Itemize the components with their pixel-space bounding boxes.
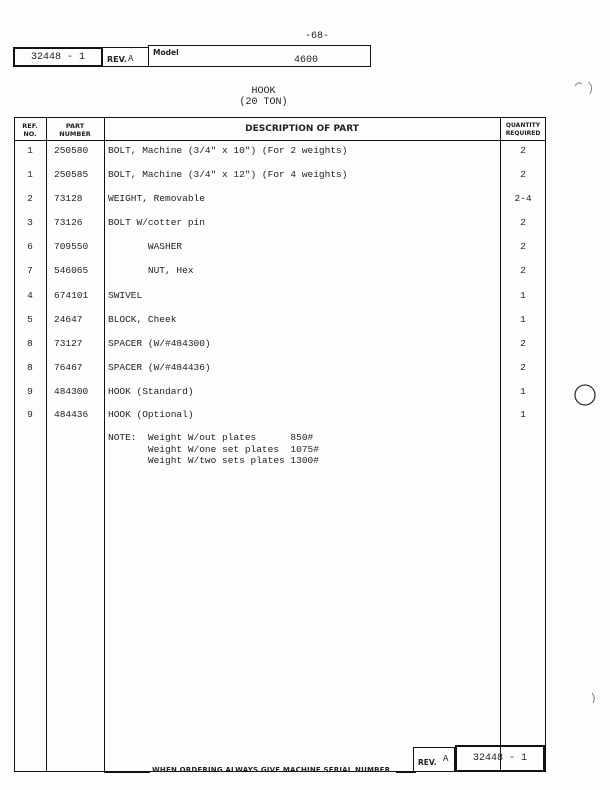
quantity: 2 [520, 241, 526, 252]
part-number: 73126 [54, 217, 83, 228]
quantity: 2 [520, 362, 526, 373]
quantity: 2 [520, 169, 526, 180]
table-row [14, 338, 546, 352]
header-rev-value: A [128, 54, 134, 64]
part-header-line1: PART [65, 122, 85, 130]
column-divider [500, 117, 501, 772]
ref-number: 1 [27, 169, 33, 180]
part-description: BOLT W/cotter pin [108, 217, 205, 228]
part-number: 250580 [54, 145, 89, 156]
part-description: HOOK (Standard) [108, 386, 194, 397]
ref-number: 6 [27, 241, 33, 252]
part-description: HOOK (Optional) [108, 409, 194, 420]
ref-header-line1: REF. [22, 122, 38, 130]
footer-rule [396, 772, 416, 773]
part-number: 73127 [54, 338, 83, 349]
ref-number: 9 [27, 409, 33, 420]
column-header-description: DESCRIPTION OF PART [245, 124, 359, 134]
ref-header-line2: NO. [23, 130, 37, 138]
part-number: 76467 [54, 362, 83, 373]
quantity: 2 [520, 217, 526, 228]
scan-mark-icon [588, 690, 600, 706]
header-model-value: 4600 [294, 55, 319, 66]
quantity: 1 [520, 290, 526, 301]
part-number: 674101 [54, 290, 89, 301]
part-description: NUT, Hex [108, 265, 194, 276]
table-row [14, 241, 546, 255]
part-number: 546065 [54, 265, 89, 276]
part-number: 709550 [54, 241, 89, 252]
part-description: SPACER (W/#484300) [108, 338, 211, 349]
page-title: HOOK [251, 86, 276, 97]
quantity: 1 [520, 314, 526, 325]
table-row [14, 193, 546, 207]
ref-number: 1 [27, 145, 33, 156]
part-description: WASHER [108, 241, 183, 252]
ref-number: 2 [27, 193, 33, 204]
column-header-quantity [500, 122, 546, 138]
scan-mark-icon [570, 78, 600, 100]
table-row [14, 386, 546, 400]
part-description: SWIVEL [108, 290, 143, 301]
column-header-part [46, 122, 104, 138]
weight-note: NOTE: Weight W/out plates 850# Weight W/one set plates 1075# Weight W/two sets plates 1300# [108, 432, 319, 466]
header-divider [14, 140, 546, 141]
part-description: WEIGHT, Removable [108, 193, 205, 204]
column-header-ref [14, 122, 46, 138]
column-divider [104, 117, 105, 772]
part-description: BOLT, Machine (3/4" x 12") (For 4 weights) [108, 169, 348, 180]
page-subtitle: (20 TON) [239, 97, 288, 108]
ref-number: 8 [27, 362, 33, 373]
footer-rule [104, 772, 150, 773]
part-number: 250585 [54, 169, 89, 180]
ref-number: 4 [27, 290, 33, 301]
table-row [14, 409, 546, 423]
page-number: -68- [305, 31, 330, 42]
ref-number: 8 [27, 338, 33, 349]
part-number: 73128 [54, 193, 83, 204]
table-row [14, 362, 546, 376]
ref-number: 5 [27, 314, 33, 325]
header-rev-label: REV. [107, 55, 127, 64]
footer-instruction: WHEN ORDERING ALWAYS GIVE MACHINE SERIAL NUMBER [152, 766, 391, 774]
part-header-line2: NUMBER [59, 130, 91, 138]
part-number: 24647 [54, 314, 83, 325]
table-row [14, 314, 546, 328]
table-row [14, 265, 546, 279]
qty-header-line1: QUANTITY [505, 122, 541, 129]
part-description: BLOCK, Cheek [108, 314, 177, 325]
ref-number: 3 [27, 217, 33, 228]
table-row [14, 145, 546, 159]
part-number: 484300 [54, 386, 89, 397]
footer-rev-value: A [443, 754, 449, 764]
quantity: 2-4 [514, 193, 532, 204]
part-description: BOLT, Machine (3/4" x 10") (For 2 weights) [108, 145, 348, 156]
quantity: 2 [520, 265, 526, 276]
table-row [14, 217, 546, 231]
part-number: 484436 [54, 409, 89, 420]
qty-header-line2: REQUIRED [505, 130, 541, 137]
part-description: SPACER (W/#484436) [108, 362, 211, 373]
quantity: 2 [520, 145, 526, 156]
header-doc-number: 32448 - 1 [13, 47, 103, 67]
footer-revision-box [413, 747, 455, 772]
quantity: 1 [520, 386, 526, 397]
header-revision-box [103, 47, 148, 67]
punch-hole-icon [572, 382, 598, 408]
quantity: 1 [520, 409, 526, 420]
column-divider [46, 117, 47, 772]
header-model-box [148, 45, 371, 67]
table-row [14, 169, 546, 183]
footer-rev-label: REV. [418, 758, 437, 767]
ref-number: 7 [27, 265, 33, 276]
quantity: 2 [520, 338, 526, 349]
header-model-label: Model [153, 48, 179, 57]
footer-doc-number: 32448 - 1 [455, 745, 545, 772]
table-row [14, 290, 546, 304]
ref-number: 9 [27, 386, 33, 397]
